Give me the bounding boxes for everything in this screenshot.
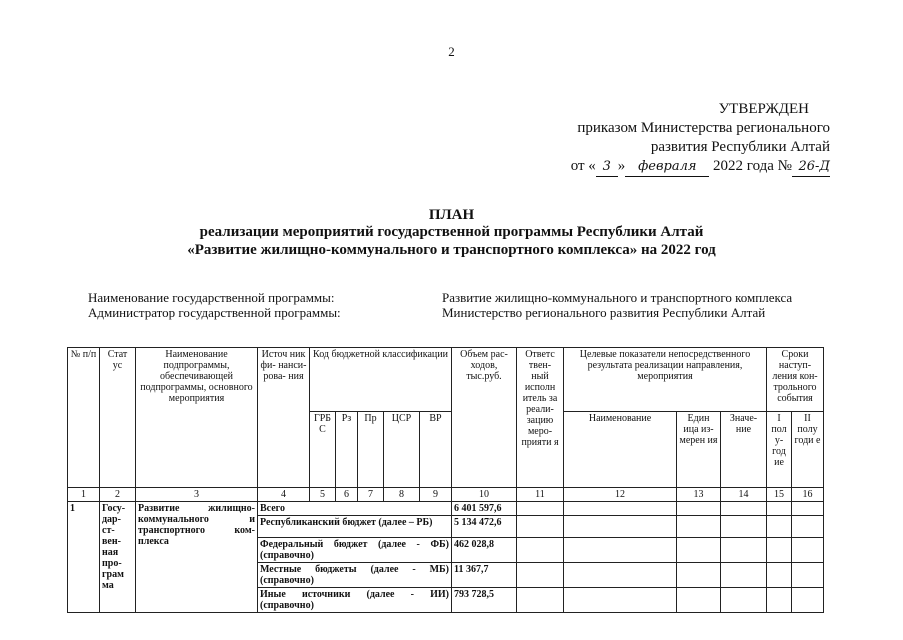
empty-cell: [564, 502, 677, 516]
empty-cell: [767, 516, 792, 538]
header-targets: Целевые показатели непосредственного результата реализации направления, мероприятия: [564, 348, 767, 412]
header-name: Наименование подпрограммы, обеспечивающей подпрограммы, основного мероприятия: [136, 348, 258, 488]
empty-cell: [517, 563, 564, 588]
source-label: Федеральный бюджет (далее - ФБ) (справочно): [258, 538, 452, 563]
empty-cell: [721, 588, 767, 613]
date-year: 2022 года №: [713, 158, 792, 174]
approval-line-1: приказом Министерства регионального: [577, 120, 830, 136]
source-label: Всего: [258, 502, 452, 516]
col-number: 5: [310, 488, 336, 502]
header-grbs: ГРБ С: [310, 412, 336, 488]
header-target-name: Наименование: [564, 412, 677, 488]
col-number: 10: [452, 488, 517, 502]
empty-cell: [767, 588, 792, 613]
date-prefix: от «: [570, 158, 596, 174]
row-status: Госу- дар- ст- вен- ная про- грам ма: [100, 502, 136, 613]
source-value: 6 401 597,6: [452, 502, 517, 516]
col-number: 14: [721, 488, 767, 502]
header-half-2: II полу годи е: [792, 412, 824, 488]
col-number: 12: [564, 488, 677, 502]
empty-cell: [564, 563, 677, 588]
col-number: 7: [358, 488, 384, 502]
approval-title: УТВЕРЖДЕН: [718, 101, 809, 117]
col-number: 9: [420, 488, 452, 502]
empty-cell: [721, 502, 767, 516]
program-label: Наименование государственной программы:: [88, 290, 335, 305]
col-number: 15: [767, 488, 792, 502]
empty-cell: [677, 502, 721, 516]
empty-cell: [517, 538, 564, 563]
header-budget-code: Код бюджетной классификации: [310, 348, 452, 412]
empty-cell: [677, 538, 721, 563]
empty-cell: [721, 538, 767, 563]
row-name: Развитие жилищно-коммунального и транспортного ком-плекса: [136, 502, 258, 613]
header-csr: ЦСР: [384, 412, 420, 488]
empty-cell: [767, 538, 792, 563]
header-volume: Объем рас- ходов, тыс.руб.: [452, 348, 517, 488]
source-value: 793 728,5: [452, 588, 517, 613]
empty-cell: [517, 516, 564, 538]
empty-cell: [564, 588, 677, 613]
empty-cell: [517, 588, 564, 613]
header-status: Стат ус: [100, 348, 136, 488]
source-value: 462 028,8: [452, 538, 517, 563]
header-vr: ВР: [420, 412, 452, 488]
header-num: № п/п: [68, 348, 100, 488]
source-value: 11 367,7: [452, 563, 517, 588]
date-number: 26-Д: [792, 157, 830, 177]
program-value: Развитие жилищно-коммунального и транспортного комплекса: [442, 290, 793, 305]
date-month: февраля: [625, 157, 709, 177]
source-value: 5 134 472,6: [452, 516, 517, 538]
empty-cell: [792, 516, 824, 538]
empty-cell: [677, 588, 721, 613]
header-pr: Пр: [358, 412, 384, 488]
source-label: Иные источники (далее - ИИ) (справочно): [258, 588, 452, 613]
empty-cell: [564, 516, 677, 538]
header-target-value: Значе- ние: [721, 412, 767, 488]
admin-value: Министерство регионального развития Республики Алтай: [442, 305, 766, 320]
admin-label: Администратор государственной программы:: [88, 305, 341, 320]
empty-cell: [517, 502, 564, 516]
col-number: 1: [68, 488, 100, 502]
page-number: 2: [448, 44, 455, 59]
empty-cell: [721, 563, 767, 588]
header-target-unit: Един ица из- мерен ия: [677, 412, 721, 488]
header-rz: Рз: [336, 412, 358, 488]
col-number: 8: [384, 488, 420, 502]
empty-cell: [792, 538, 824, 563]
empty-cell: [564, 538, 677, 563]
empty-cell: [792, 588, 824, 613]
plan-subtitle-1: реализации мероприятий государственной программы Республики Алтай: [199, 224, 704, 240]
date-day: 3: [596, 157, 618, 177]
plan-table: [67, 347, 824, 613]
approval-date-line: [560, 157, 830, 177]
col-number: 2: [100, 488, 136, 502]
header-source: Источ ник фи- нанси- рова- ния: [258, 348, 310, 488]
source-label: Республиканский бюджет (далее – РБ): [258, 516, 452, 538]
header-responsible: Ответс твен- ный исполн итель за реали- зацию меро- прияти я: [517, 348, 564, 488]
row-num: 1: [68, 502, 100, 613]
col-number: 6: [336, 488, 358, 502]
plan-title: ПЛАН: [428, 207, 475, 223]
col-number: 3: [136, 488, 258, 502]
empty-cell: [767, 502, 792, 516]
empty-cell: [792, 502, 824, 516]
header-deadlines: Сроки наступ- ления кон- трольного события: [767, 348, 824, 412]
col-number: 16: [792, 488, 824, 502]
empty-cell: [792, 563, 824, 588]
source-label: Местные бюджеты (далее - МБ) (справочно): [258, 563, 452, 588]
date-mid: »: [617, 158, 626, 174]
empty-cell: [721, 516, 767, 538]
col-number: 13: [677, 488, 721, 502]
empty-cell: [767, 563, 792, 588]
empty-cell: [677, 516, 721, 538]
col-number: 4: [258, 488, 310, 502]
plan-subtitle-2: «Развитие жилищно-коммунального и транспортного комплекса» на 2022 год: [187, 242, 716, 258]
col-number: 11: [517, 488, 564, 502]
header-half-1: I пол у- год ие: [767, 412, 792, 488]
approval-line-2: развития Республики Алтай: [650, 139, 830, 155]
empty-cell: [677, 563, 721, 588]
